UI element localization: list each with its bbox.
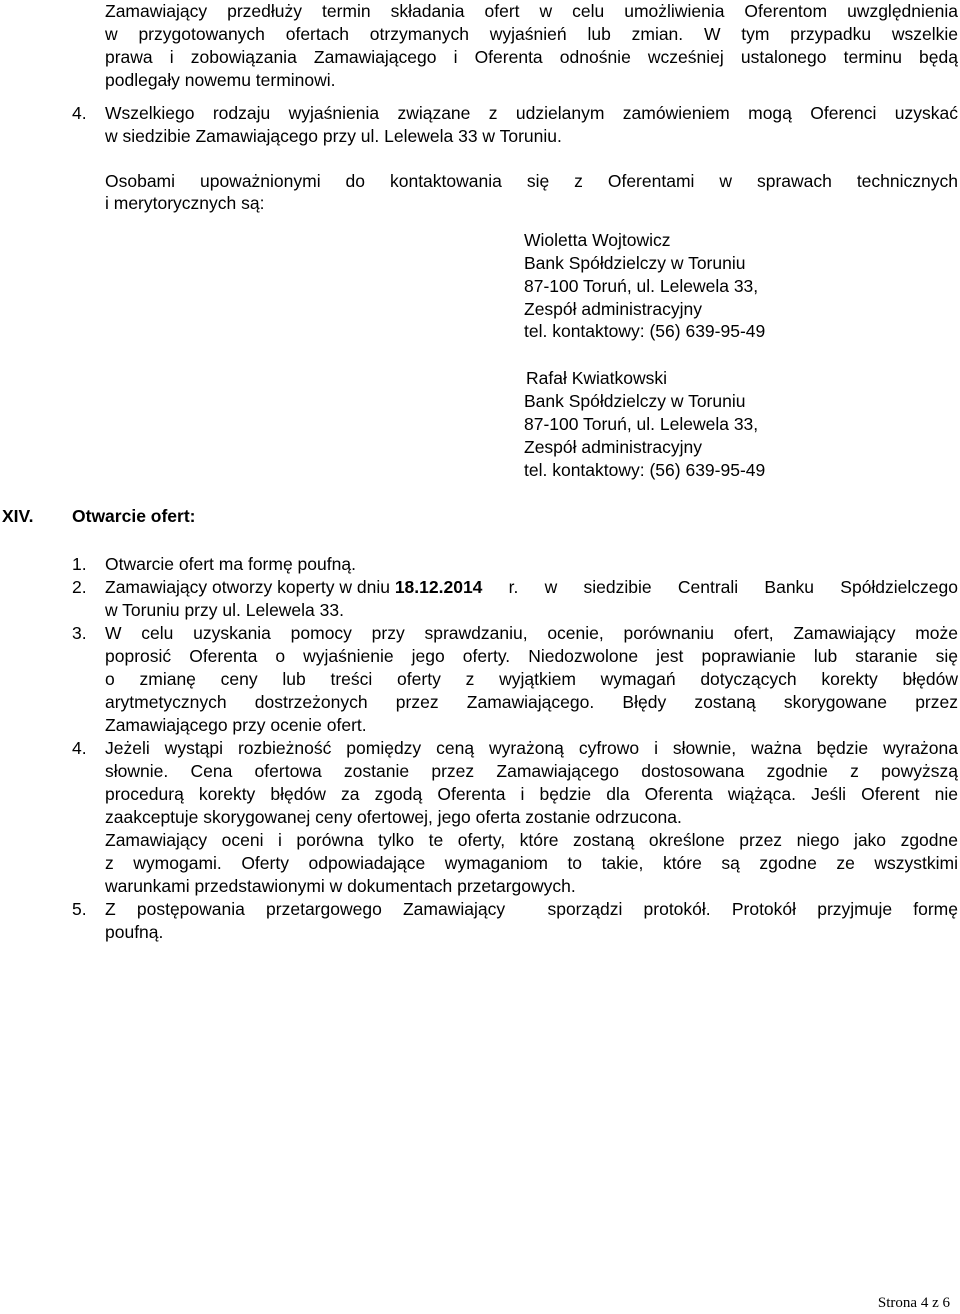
item-line: Zamawiający oceni i porówna tylko te oferty, które zostaną określone przez niego jako zgodne [105,830,958,850]
item-line: Otwarcie ofert ma formę poufną. [105,554,356,574]
item-text: Zamawiający otworzy koperty w dniu [105,577,395,597]
contact-address: 87-100 Toruń, ul. Lelewela 33, [524,414,759,434]
intro-line: w przygotowanych ofertach otrzymanych wyjaśnień lub zmian. W tym przypadku wszelkie [105,24,958,44]
opening-date: 18.12.2014 [394,577,483,597]
intro-line: podlegały nowemu terminowi. [105,70,336,90]
contact-phone: tel. kontaktowy: (56) 639-95-49 [524,321,766,341]
item-line: zaakceptuje skorygowanej ceny ofertowej, jego oferta zostanie odrzucona. [105,807,682,827]
item-line: warunkami przedstawionymi w dokumentach przetargowych. [105,876,576,896]
item-line: poprosić Oferenta o wyjaśnienie jego oferty. Niedozwolone jest poprawianie lub staranie się [105,646,958,666]
contact-name: Rafał Kwiatkowski [526,368,668,388]
item-number: 4. [72,738,87,758]
contacts-intro-line: i merytorycznych są: [105,193,265,213]
item-line: w Toruniu przy ul. Lelewela 33. [105,600,344,620]
item-line: Wszelkiego rodzaju wyjaśnienia związane z udzielanym zamówieniem mogą Oferenci uzyskać [105,103,958,123]
intro-line: prawa i zobowiązania Zamawiającego i Oferenta odnośnie wcześniej ustalonego terminu będą [105,47,958,67]
item-line: poufną. [105,922,164,942]
item-line [105,576,958,599]
item-line: procedurą korekty błędów za zgodą Oferenta i będzie dla Oferenta wiążąca. Jeśli Oferent nie [105,784,958,804]
item-number: 3. [72,623,87,643]
item-line: W celu uzyskania pomocy przy sprawdzaniu, ocenie, porównaniu ofert, Zamawiający może [105,623,958,643]
contact-name: Wioletta Wojtowicz [524,230,671,250]
item-line: Jeżeli wystąpi rozbieżność pomiędzy ceną wyrażoną cyfrowo i słownie, ważna będzie wyrażona [105,738,958,758]
contact-phone: tel. kontaktowy: (56) 639-95-49 [524,460,766,480]
item-number: 2. [72,577,87,597]
item-line: w siedzibie Zamawiającego przy ul. Lelewela 33 w Toruniu. [105,126,562,146]
item-line: Z postępowania przetargowego Zamawiający sporządzi protokół. Protokół przyjmuje formę [105,899,958,919]
item-text: r. w siedzibie Centrali Banku Spółdzielczego [482,577,958,597]
contacts-intro-line: Osobami upoważnionymi do kontaktowania się z Oferentami w sprawach technicznych [105,171,958,191]
contact-bank: Bank Spółdzielczy w Toruniu [524,391,746,411]
section-number: XIV. [2,506,34,526]
item-line: o zmianę ceny lub treści oferty z wyjątkiem wymagań dotyczących korekty błędów [105,669,958,689]
contact-unit: Zespół administracyjny [524,299,702,319]
item-number: 1. [72,554,87,574]
contact-bank: Bank Spółdzielczy w Toruniu [524,253,746,273]
section-title: Otwarcie ofert: [72,506,196,526]
item-line: arytmetycznych dostrzeżonych przez Zamawiającego. Błędy zostaną skorygowane przez [105,692,958,712]
page-number: Strona 4 z 6 [877,1295,950,1311]
item-line: słownie. Cena ofertowa zostanie przez Zamawiającego dostosowana zgodnie z powyższą [105,761,958,781]
intro-line: Zamawiający przedłuży termin składania ofert w celu umożliwienia Oferentom uwzględnienia [105,1,958,21]
item-number: 5. [72,899,87,919]
item-line: z wymogami. Oferty odpowiadające wymaganiom to takie, które są zgodne ze wszystkimi [105,853,958,873]
contact-address: 87-100 Toruń, ul. Lelewela 33, [524,276,759,296]
contact-unit: Zespół administracyjny [524,437,702,457]
item-number: 4. [72,103,87,123]
item-line: Zamawiającego przy ocenie ofert. [105,715,367,735]
